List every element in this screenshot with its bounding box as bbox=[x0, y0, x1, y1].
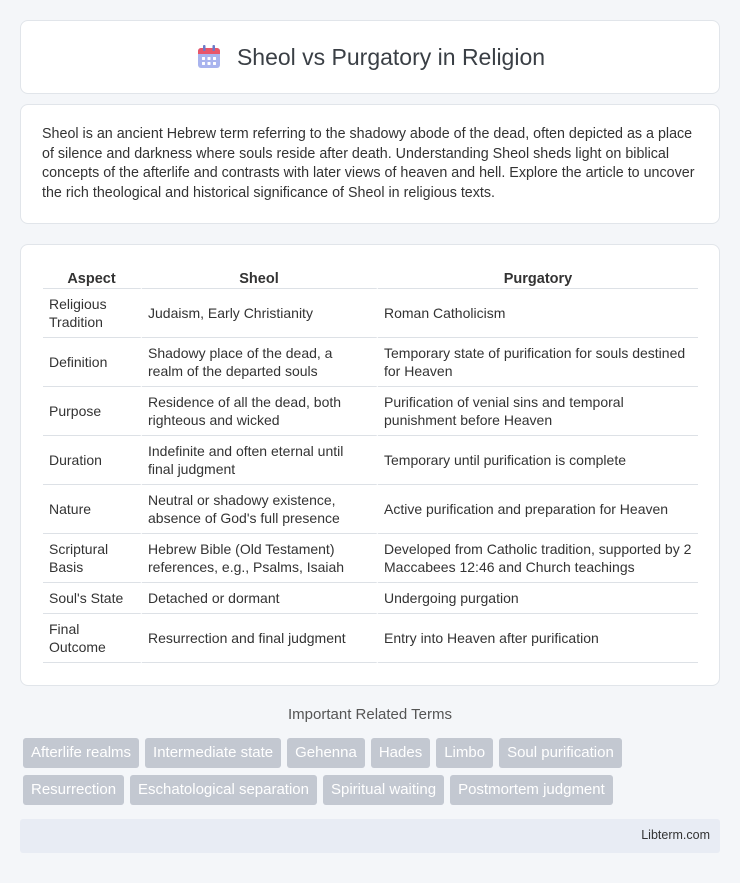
cell-aspect: Final Outcome bbox=[43, 614, 142, 663]
calendar-icon bbox=[195, 43, 223, 71]
comparison-table bbox=[43, 265, 698, 663]
header-aspect: Aspect bbox=[43, 265, 142, 289]
cell-aspect: Definition bbox=[43, 338, 142, 387]
cell-aspect: Nature bbox=[43, 485, 142, 534]
term-tag[interactable]: Gehenna bbox=[287, 738, 365, 768]
header-purgatory: Purgatory bbox=[378, 265, 698, 289]
footer-site-link[interactable]: Libterm.com bbox=[641, 828, 710, 842]
cell-sheol: Neutral or shadowy existence, absence of God's full presence bbox=[142, 485, 378, 534]
term-tag[interactable]: Intermediate state bbox=[145, 738, 281, 768]
term-tag[interactable]: Postmortem judgment bbox=[450, 775, 613, 805]
term-tag[interactable]: Eschatological separation bbox=[130, 775, 317, 805]
page-title: Sheol vs Purgatory in Religion bbox=[236, 43, 546, 70]
header-card bbox=[20, 20, 720, 94]
term-tag[interactable]: Resurrection bbox=[23, 775, 124, 805]
related-terms-title: Important Related Terms bbox=[288, 706, 452, 723]
header-sheol: Sheol bbox=[142, 265, 378, 289]
cell-purgatory: Active purification and preparation for Heaven bbox=[378, 485, 698, 534]
term-tag[interactable]: Limbo bbox=[436, 738, 493, 768]
intro-card bbox=[20, 104, 720, 224]
header bbox=[195, 43, 545, 71]
cell-sheol: Judaism, Early Christianity bbox=[142, 289, 378, 338]
term-tag[interactable]: Spiritual waiting bbox=[323, 775, 444, 805]
cell-sheol: Residence of all the dead, both righteous and wicked bbox=[142, 387, 378, 436]
cell-purgatory: Purification of venial sins and temporal punishment before Heaven bbox=[378, 387, 698, 436]
table-row bbox=[43, 338, 698, 387]
comparison-card bbox=[20, 244, 720, 686]
cell-sheol: Detached or dormant bbox=[142, 583, 378, 614]
cell-sheol: Hebrew Bible (Old Testament) references, e.g., Psalms, Isaiah bbox=[142, 534, 378, 583]
cell-purgatory: Undergoing purgation bbox=[378, 583, 698, 614]
cell-purgatory: Roman Catholicism bbox=[378, 289, 698, 338]
related-terms bbox=[23, 738, 723, 812]
related-terms-row-2 bbox=[23, 775, 723, 805]
cell-aspect: Religious Tradition bbox=[43, 289, 142, 338]
table-row bbox=[43, 289, 698, 338]
cell-sheol: Shadowy place of the dead, a realm of the departed souls bbox=[142, 338, 378, 387]
cell-aspect: Soul's State bbox=[43, 583, 142, 614]
cell-aspect: Purpose bbox=[43, 387, 142, 436]
table-row bbox=[43, 614, 698, 663]
term-tag[interactable]: Soul purification bbox=[499, 738, 622, 768]
table-row bbox=[43, 485, 698, 534]
related-terms-row-1 bbox=[23, 738, 723, 768]
table-header-row bbox=[43, 265, 698, 289]
cell-aspect: Scriptural Basis bbox=[43, 534, 142, 583]
term-tag[interactable]: Afterlife realms bbox=[23, 738, 139, 768]
table-row bbox=[43, 387, 698, 436]
cell-purgatory: Temporary state of purification for souls destined for Heaven bbox=[378, 338, 698, 387]
cell-purgatory: Entry into Heaven after purification bbox=[378, 614, 698, 663]
footer bbox=[20, 819, 720, 853]
cell-sheol: Indefinite and often eternal until final judgment bbox=[142, 436, 378, 485]
cell-purgatory: Temporary until purification is complete bbox=[378, 436, 698, 485]
cell-aspect: Duration bbox=[43, 436, 142, 485]
cell-purgatory: Developed from Catholic tradition, supported by 2 Maccabees 12:46 and Church teachings bbox=[378, 534, 698, 583]
table-row bbox=[43, 436, 698, 485]
table-row bbox=[43, 534, 698, 583]
cell-sheol: Resurrection and final judgment bbox=[142, 614, 378, 663]
term-tag[interactable]: Hades bbox=[371, 738, 430, 768]
table-row bbox=[43, 583, 698, 614]
intro-text: Sheol is an ancient Hebrew term referring to the shadowy abode of the dead, often depicted as a place of silence and darkness where souls reside after death. Understanding Sheol sheds light on biblical concepts of the afterlife and contrasts with later views of heaven and hell. Explore the article to uncover the rich theological and historical significance of Sheol in religious texts. bbox=[42, 126, 695, 201]
